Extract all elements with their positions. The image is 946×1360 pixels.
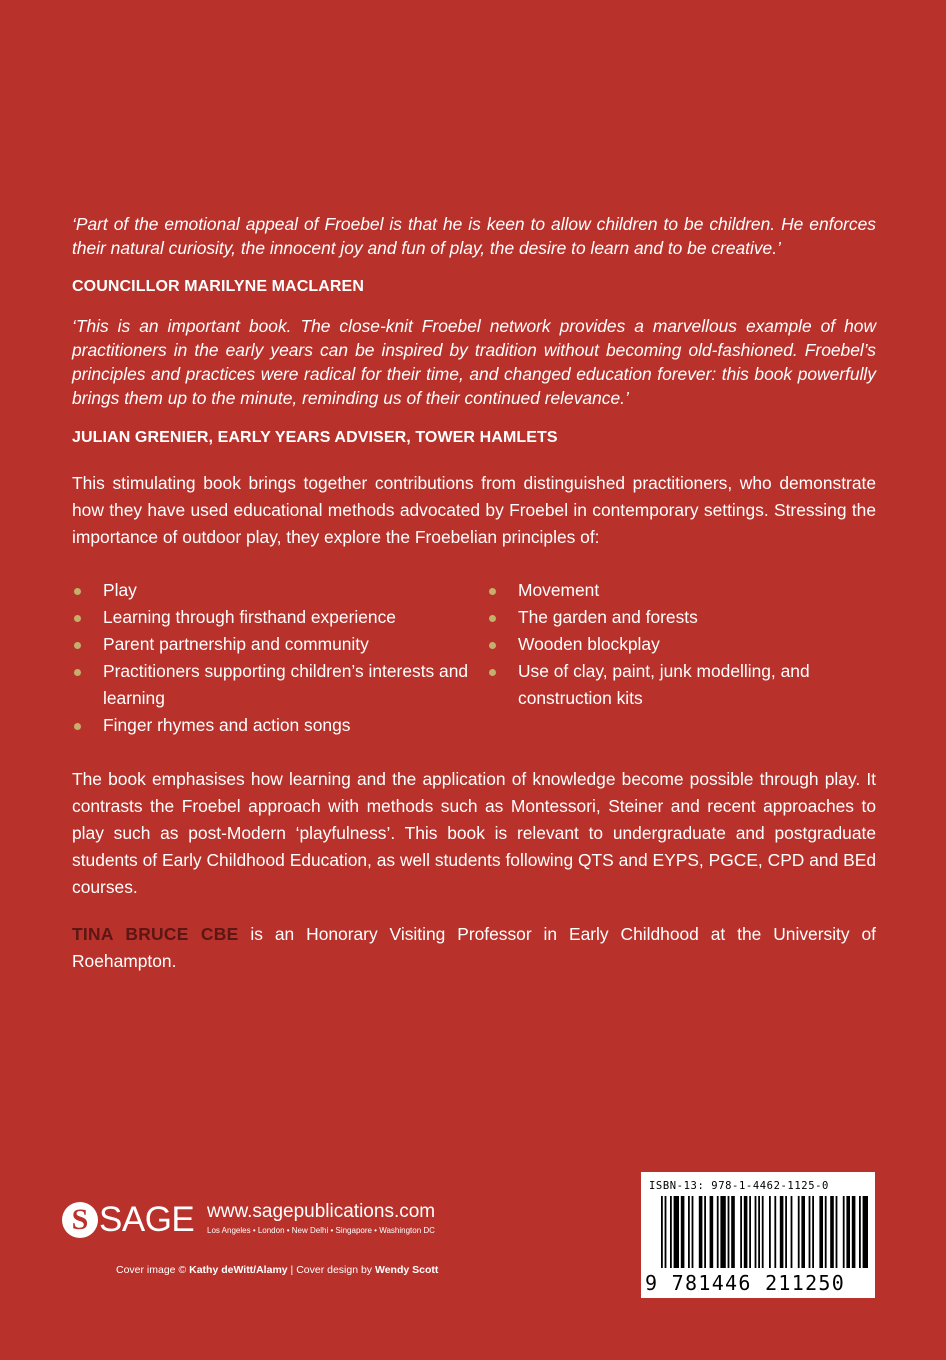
barcode-bar xyxy=(731,1196,735,1268)
bullet-icon xyxy=(74,642,81,649)
barcode-bar xyxy=(863,1196,868,1268)
author-bio-text: is an Honorary Visiting Professor in Early Childhood at the University of Roehampton. xyxy=(72,924,876,971)
barcode-bar xyxy=(670,1196,672,1268)
barcode-bar xyxy=(740,1196,742,1268)
barcode-bar xyxy=(780,1196,784,1268)
author-name: TINA BRUCE CBE xyxy=(72,924,239,944)
endorsement-attribution-1: COUNCILLOR MARILYNE MACLAREN xyxy=(72,278,364,295)
barcode-bar xyxy=(836,1196,838,1268)
barcode-bar xyxy=(846,1196,850,1268)
barcode-bar xyxy=(704,1196,706,1268)
list-item-label: Finger rhymes and action songs xyxy=(103,715,351,735)
barcode-bar xyxy=(688,1196,690,1268)
list-item xyxy=(487,658,876,712)
endorsement-quote-2: ‘This is an important book. The close-knit Froebel network provides a marvellous example of how practitioners in the early years can be inspired by tradition without becoming old-fashioned. Froebel’s principles and practices were radical for their time, and changed education forever: this book powerfully brings them up to the minute, reminding us of their continued relevance.’ xyxy=(72,316,876,408)
cover-design-label: Cover design by xyxy=(296,1264,375,1276)
barcode-bar xyxy=(762,1196,764,1268)
barcode-bar xyxy=(699,1196,703,1268)
list-item xyxy=(72,604,487,631)
barcode-bars xyxy=(645,1196,871,1274)
barcode-bar xyxy=(769,1196,771,1268)
principles-list-right xyxy=(487,577,876,739)
list-item-label: Wooden blockplay xyxy=(518,634,660,654)
barcode-bar xyxy=(852,1196,856,1268)
bullet-icon xyxy=(489,669,496,676)
barcode-bar xyxy=(720,1196,725,1268)
publisher-cities: Los Angeles • London • New Delhi • Singapore • Washington DC xyxy=(207,1226,435,1235)
sage-logo xyxy=(62,1200,194,1240)
barcode-bar xyxy=(755,1196,757,1268)
list-item-label: Use of clay, paint, junk modelling, and construction kits xyxy=(518,661,810,708)
barcode-bar xyxy=(812,1196,814,1268)
cover-image-label: Cover image © xyxy=(116,1264,190,1276)
barcode-digits: 9 781446 211250 xyxy=(645,1271,846,1295)
barcode-bar xyxy=(728,1196,730,1268)
list-item-label: Movement xyxy=(518,580,600,600)
barcode-bar xyxy=(843,1196,845,1268)
barcode-bar xyxy=(692,1196,694,1268)
cover-design-credit: Wendy Scott xyxy=(374,1264,439,1276)
bullet-icon xyxy=(74,723,81,730)
bullet-icon xyxy=(489,615,496,622)
endorsement-attribution-2: JULIAN GRENIER, EARLY YEARS ADVISER, TOWER HAMLETS xyxy=(72,429,558,446)
principles-lists xyxy=(72,577,876,739)
isbn-barcode xyxy=(641,1172,875,1298)
list-item xyxy=(72,712,487,739)
barcode-bar xyxy=(749,1196,751,1268)
list-item xyxy=(487,577,876,604)
barcode-bar xyxy=(791,1196,793,1268)
list-item xyxy=(487,604,876,631)
barcode-bar xyxy=(674,1196,679,1268)
list-item-label: Learning through firsthand experience xyxy=(103,607,396,627)
bullet-icon xyxy=(489,588,496,595)
barcode-bar xyxy=(785,1196,787,1268)
principles-list-left xyxy=(72,577,487,739)
cover-image-credit: Kathy deWitt/Alamy xyxy=(189,1264,288,1276)
list-item xyxy=(487,631,876,658)
list-item xyxy=(72,631,487,658)
publisher-url[interactable]: www.sagepublications.com xyxy=(207,1201,436,1222)
bullet-icon xyxy=(74,615,81,622)
barcode-bar xyxy=(830,1196,834,1268)
author-bio xyxy=(72,921,876,975)
barcode-bar xyxy=(717,1196,719,1268)
isbn-label: ISBN-13: 978-1-4462-1125-0 xyxy=(649,1180,829,1192)
intro-paragraph: This stimulating book brings together contributions from distinguished practitioners, who demonstrate how they have used educational methods advocated by Froebel in contemporary settings. Stressing the importance of outdoor play, they explore the Froebelian principles of: xyxy=(72,473,876,547)
publisher-info xyxy=(207,1201,435,1237)
endorsement-quote-1: ‘Part of the emotional appeal of Froebel is that he is keen to allow children to be children. He enforces their natural curiosity, the innocent joy and fun of play, the desire to learn and to be creative.’ xyxy=(72,214,876,258)
list-item-label: Parent partnership and community xyxy=(103,634,369,654)
barcode-bar xyxy=(681,1196,685,1268)
list-item xyxy=(72,577,487,604)
list-item-label: Practitioners supporting children’s interests and learning xyxy=(103,661,469,708)
barcode-bar xyxy=(798,1196,800,1268)
credits-separator: | xyxy=(287,1264,297,1276)
barcode-bar xyxy=(819,1196,823,1268)
bullet-icon xyxy=(74,669,81,676)
back-cover-content xyxy=(72,212,876,975)
barcode-bar xyxy=(710,1196,714,1268)
sage-logo-icon: S xyxy=(62,1202,98,1238)
barcode-bar xyxy=(801,1196,805,1268)
barcode-bar xyxy=(825,1196,827,1268)
barcode-bar xyxy=(758,1196,760,1268)
list-item xyxy=(72,658,487,712)
barcode-bar xyxy=(661,1196,663,1268)
barcode-bar xyxy=(809,1196,811,1268)
barcode-bar xyxy=(774,1196,776,1268)
bullet-icon xyxy=(489,642,496,649)
list-item-label: The garden and forests xyxy=(518,607,698,627)
sage-logo-wordmark: SAGE xyxy=(99,1200,195,1239)
barcode-bar xyxy=(665,1196,667,1268)
list-item-label: Play xyxy=(103,580,137,600)
barcode-bar xyxy=(859,1196,861,1268)
description-paragraph: The book emphasises how learning and the application of knowledge become possible through play. It contrasts the Froebel approach with methods such as Montessori, Steiner and recent approaches to play such as post-Modern ‘playfulness’. This book is relevant to undergraduate and postgraduate students of Early Childhood Education, as well students following QTS and EYPS, PGCE, CPD and BEd courses. xyxy=(72,769,876,897)
cover-credits xyxy=(116,1263,438,1277)
barcode-bar xyxy=(744,1196,748,1268)
bullet-icon xyxy=(74,588,81,595)
